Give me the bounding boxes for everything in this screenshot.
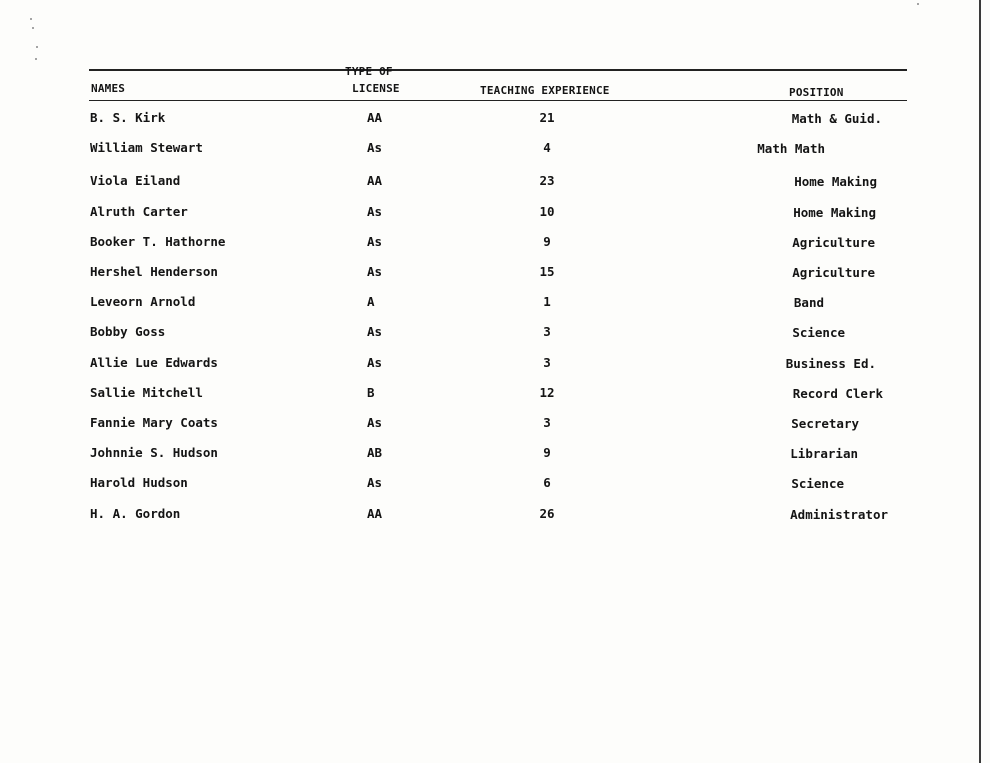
scan-speck [36,46,38,48]
row-experience: 4 [543,140,551,155]
row-position: Business Ed. [785,356,876,371]
scan-speck [30,18,32,20]
row-position: Home Making [794,174,877,189]
header-license-line1: TYPE OF [345,65,393,78]
page-edge-border [979,0,981,763]
row-name: Booker T. Hathorne [90,234,226,249]
header-license-line2: LICENSE [352,82,400,95]
header-position: POSITION [789,86,844,99]
row-name: H. A. Gordon [90,506,181,521]
row-experience: 15 [539,264,555,279]
row-experience: 10 [539,204,555,219]
row-position: Librarian [790,446,858,461]
row-position: Science [791,476,844,491]
row-position: Record Clerk [792,386,883,401]
row-position: Agriculture [792,265,875,280]
row-name: Viola Eiland [90,173,181,188]
row-position: Administrator [790,507,888,522]
row-license: B [367,385,375,400]
row-name: Allie Lue Edwards [90,355,218,370]
row-experience: 6 [543,475,551,490]
row-license: As [367,324,383,339]
row-experience: 21 [539,110,555,125]
row-experience: 9 [543,445,551,460]
row-name: Johnnie S. Hudson [90,445,218,460]
row-experience: 3 [543,355,551,370]
header-names: NAMES [91,82,126,95]
row-name: B. S. Kirk [90,110,166,125]
row-name: Hershel Henderson [90,264,218,279]
row-license: As [367,415,383,430]
row-name: Alruth Carter [90,204,188,219]
row-experience: 12 [539,385,555,400]
row-experience: 1 [543,294,551,309]
row-position: Math Math [757,141,825,156]
row-name: Leveorn Arnold [90,294,196,309]
row-position: Math & Guid. [791,111,882,126]
scan-speck [35,58,37,60]
row-position: Science [792,325,845,340]
row-license: AA [367,110,383,125]
row-license: As [367,204,383,219]
scan-speck [917,3,919,5]
row-experience: 3 [543,415,551,430]
row-license: As [367,264,383,279]
row-license: A [367,294,375,309]
row-name: Harold Hudson [90,475,188,490]
row-license: As [367,234,383,249]
row-license: AA [367,173,383,188]
row-license: As [367,475,383,490]
row-name: Fannie Mary Coats [90,415,218,430]
row-name: Sallie Mitchell [90,385,203,400]
scan-speck [32,27,34,29]
header-experience: TEACHING EXPERIENCE [480,84,610,97]
row-position: Band [793,295,824,310]
row-license: As [367,355,383,370]
row-experience: 26 [539,506,555,521]
row-experience: 9 [543,234,551,249]
row-position: Home Making [793,205,876,220]
row-license: As [367,140,383,155]
row-name: Bobby Goss [90,324,166,339]
row-experience: 23 [539,173,555,188]
row-license: AB [367,445,383,460]
row-position: Secretary [791,416,859,431]
row-position: Agriculture [792,235,875,250]
table-header-rule [89,100,907,101]
row-name: William Stewart [90,140,203,155]
table-top-rule [89,69,907,71]
row-experience: 3 [543,324,551,339]
row-license: AA [367,506,383,521]
